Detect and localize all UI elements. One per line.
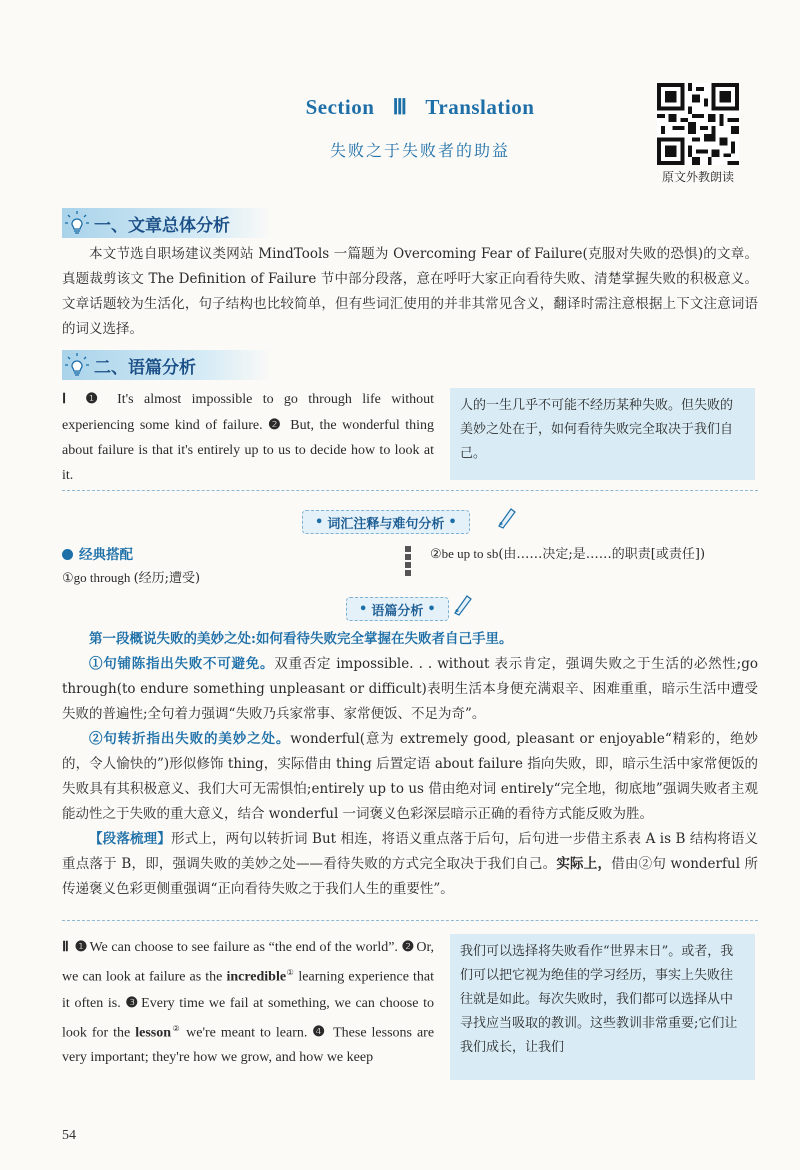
analysis-sentence-1: ①句铺陈指出失败不可避免。双重否定 impossible. . . without 表示肯定，强调失败之于生活的必然性;go through(to endure something unpleasant or difficult)表明生活本身便充满艰辛、困难重重，暗示生活中遭受失败的普遍性;全句着力强调“失败乃兵家常事、家常便饭、不足为奇”。 bbox=[62, 656, 758, 722]
sentence-2b: learning experience that it often is. bbox=[62, 969, 435, 1011]
lightbulb-icon bbox=[64, 352, 90, 378]
tag-text: 词汇注释与难句分析 bbox=[327, 516, 445, 532]
vocab-tag: • 词汇注释与难句分析 • bbox=[302, 510, 470, 534]
heading-overall-analysis bbox=[62, 208, 272, 238]
sentence-3a: Every time we fail at something, we can choose to look for the bbox=[62, 995, 435, 1041]
divider bbox=[62, 920, 758, 921]
sentence-2: But, the wonderful thing about failure is that it's entirely up to us to decide how to look at it. bbox=[62, 418, 435, 483]
discourse-tag: • 语篇分析 • bbox=[346, 597, 449, 621]
tag-text: 语篇分析 bbox=[371, 603, 424, 619]
translation-text: 我们可以选择将失败看作“世界末日”。或者，我们可以把它视为绝佳的学习经历，事实上失败往往就是如此。每次失败时，我们都可以选择从中寻找应当吸取的教训。这些教训非常重要;它们让我们成长，让我们 bbox=[460, 944, 738, 1055]
sentence-marker: ❹ bbox=[312, 1023, 327, 1040]
keyword-lesson: lesson bbox=[135, 1025, 172, 1041]
discourse-analysis bbox=[62, 627, 758, 902]
section-name: Translation bbox=[425, 95, 535, 119]
vertical-label-icon bbox=[402, 544, 414, 578]
section-title bbox=[200, 95, 640, 120]
paragraph-roman: Ⅱ bbox=[62, 938, 70, 954]
heading-text: 二、语篇分析 bbox=[94, 357, 196, 378]
vocab-heading: 经典搭配 bbox=[62, 543, 133, 563]
sentence-marker: ❷ bbox=[401, 938, 415, 954]
english-paragraph-1 bbox=[62, 386, 434, 488]
divider bbox=[62, 490, 758, 491]
sentence-marker: ❶ bbox=[85, 390, 105, 406]
analysis-sentence-2: ②句转折指出失败的美妙之处。wonderful(意为 extremely good, pleasant or enjoyable“精彩的，绝妙的，令人愉快的”)形似修饰 thing，实际借由 thing 后置定语 about failure 指向失败，即，暗示生活中家常便饭的失败具有其积极意义、我们大可无需惧怕;entirely up to us 借由绝对词 entirely“完全地，彻底地”强调失败者主观能动性之于失败的重大意义，结合 wonderful 一词褒义色彩深层暗示正确的看待方式能反败为胜。 bbox=[62, 731, 758, 822]
lightbulb-icon bbox=[64, 210, 90, 236]
sentence-1: It's almost impossible to go through life without experiencing some kind of failure. bbox=[62, 392, 434, 433]
paragraph-roman: Ⅰ bbox=[62, 390, 73, 406]
section-word: Section bbox=[305, 95, 375, 119]
page-number: 54 bbox=[62, 1128, 76, 1143]
heading-discourse-analysis bbox=[62, 350, 272, 380]
overall-analysis-paragraph: 本文节选自职场建议类网站 MindTools 一篇题为 Overcoming Fear of Failure(克服对失败的恐惧)的文章。真题裁剪该文 The Definition of Failure 节中部分段落，意在呼吁大家正向看待失败、清楚掌握失败的积极意义。文章话题较为生活化，句子结构也比较简单，但有些词汇使用的并非其常见含义，翻译时需注意根据上下文注意词语的词义选择。 bbox=[62, 246, 758, 337]
passage-subtitle: 失败之于失败者的助益 bbox=[329, 141, 510, 160]
paragraph-summary: 第一段概说失败的美妙之处:如何看待失败完全掌握在失败者自己手里。 bbox=[89, 631, 513, 647]
qr-label: 原文外教朗读 bbox=[661, 170, 734, 184]
bullet-dot-icon bbox=[62, 549, 73, 560]
keyword-incredible: incredible bbox=[226, 969, 287, 985]
pen-icon bbox=[496, 505, 518, 529]
english-paragraph-2 bbox=[62, 934, 434, 1070]
vocab-item-2: ②be up to sb(由……决定;是……的职责[或责任]) bbox=[430, 546, 706, 562]
sentence-1: We can choose to see failure as “the end of the world”. bbox=[89, 940, 398, 955]
heading-text: 一、文章总体分析 bbox=[94, 215, 230, 236]
pen-icon bbox=[452, 592, 474, 616]
sentence-4: These lessons are very important; they're how we grow, and how we keep bbox=[62, 1025, 435, 1066]
sentence-3b: we're meant to learn. bbox=[186, 1025, 308, 1041]
overall-analysis-text bbox=[62, 242, 758, 342]
sentence-marker: ❷ bbox=[268, 416, 283, 432]
sentence-2a: Or, we can look at failure as the bbox=[62, 940, 435, 985]
section-roman: Ⅲ bbox=[392, 95, 408, 119]
title-block bbox=[200, 95, 640, 161]
paragraph-structure: 【段落梳理】形式上，两句以转折词 But 相连，将语义重点落于后句，后句进一步借主系表 A is B 结构将语义重点落于 B，即，强调失败的美妙之处——看待失败的方式完全取决于我们自己。实际上，借由②句 wonderful 所传递褒义色彩更侧重强调“正向看待失败之于我们人生的重要性”。 bbox=[62, 831, 759, 897]
translation-box-2 bbox=[450, 934, 755, 1080]
translation-text: 人的一生几乎不可能不经历某种失败。但失败的美妙之处在于，如何看待失败完全取决于我们自己。 bbox=[460, 398, 734, 461]
sentence-marker: ❸ bbox=[125, 993, 140, 1010]
footnote-marker: ① bbox=[286, 968, 295, 977]
footnote-marker: ② bbox=[171, 1023, 182, 1033]
sentence-marker: ❶ bbox=[74, 938, 88, 954]
translation-box-1 bbox=[450, 388, 755, 480]
vocab-item-1: ①go through (经历;遭受) bbox=[62, 570, 201, 586]
qr-code-icon[interactable] bbox=[657, 83, 739, 165]
